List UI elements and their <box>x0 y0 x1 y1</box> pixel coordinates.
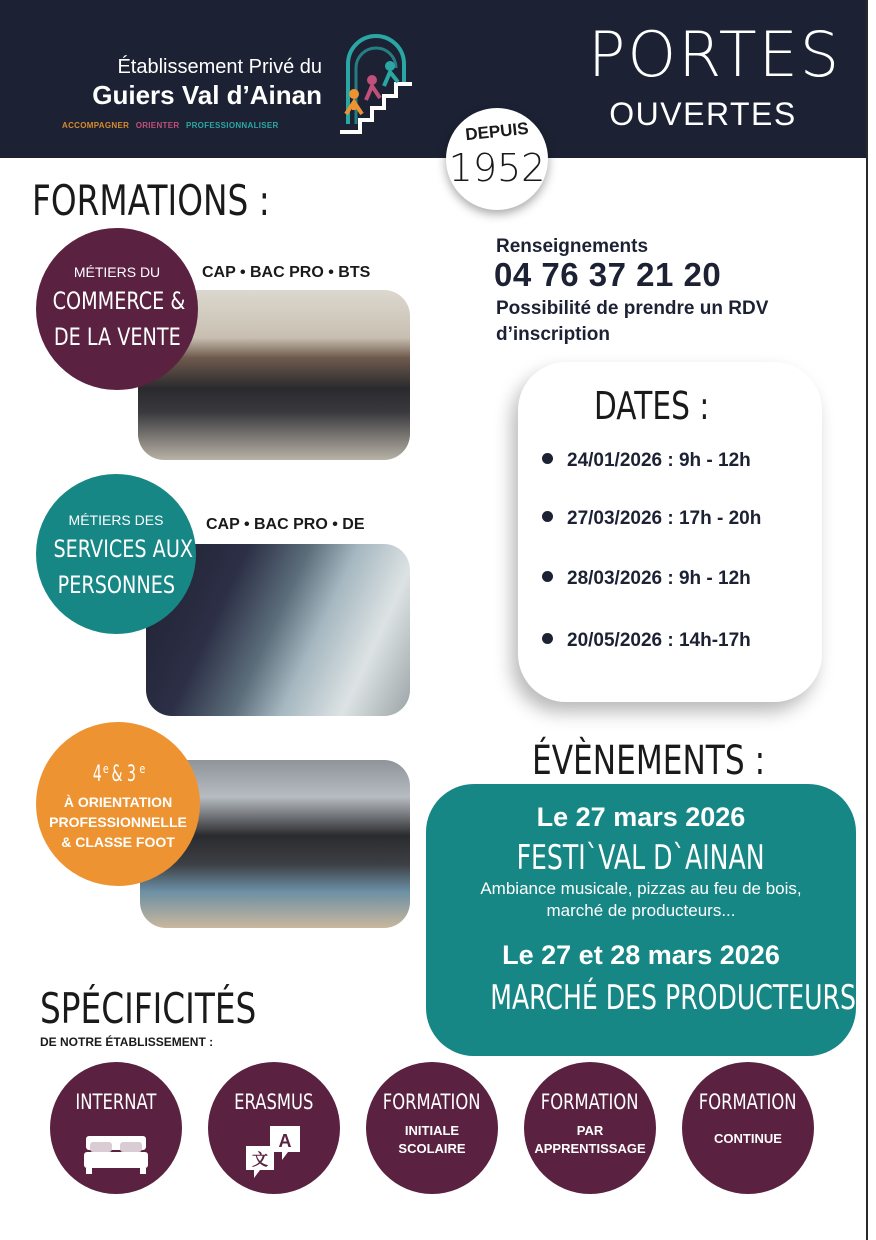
date-item: 28/03/2026 : 9h - 12h <box>542 568 751 590</box>
spec-formation-initiale: FORMATION INITIALE SCOLAIRE <box>366 1062 498 1194</box>
svg-text:文: 文 <box>251 1150 269 1169</box>
bullet-icon <box>542 571 553 582</box>
specificities-title: SPÉCIFICITÉS <box>40 984 257 1033</box>
since-badge <box>446 108 548 210</box>
portes-heading: PORTES <box>588 18 842 91</box>
spec-formation-initiale-label: FORMATION <box>383 1090 481 1114</box>
spec-formation-continue: FORMATION CONTINUE <box>682 1062 814 1194</box>
event1-name: FESTI`VAL D`AINAN <box>517 838 765 878</box>
svg-text:A: A <box>278 1131 292 1151</box>
ouvertes-heading: OUVERTES <box>609 96 797 132</box>
bullet-icon <box>542 453 553 464</box>
formation-commerce-badge <box>36 228 198 390</box>
since-year: 1952 <box>448 146 546 190</box>
formation-orientation-line2: À ORIENTATION <box>63 794 173 810</box>
spec-formation-apprentissage-label: FORMATION <box>541 1090 639 1114</box>
formations-title: FORMATIONS : <box>32 176 270 225</box>
bullet-icon <box>542 511 553 522</box>
page-edge <box>866 0 876 1240</box>
spec-internat <box>50 1062 182 1194</box>
dates-title: DATES : <box>594 384 710 428</box>
school-name-line1: Établissement Privé du <box>117 56 322 78</box>
translate-icon <box>244 1122 304 1180</box>
date-item: 24/01/2026 : 9h - 12h <box>542 450 751 472</box>
spec-internat-label: INTERNAT <box>75 1090 157 1114</box>
contact-rdv: Possibilité de prendre un RDV d’inscription <box>496 298 769 345</box>
formation-orientation-grades: 4e& 3 $^e$ <box>92 762 145 788</box>
diplomas-commerce: CAP • BAC PRO • BTS <box>202 264 371 281</box>
event2-name: MARCHÉ DES PRODUCTEURS <box>490 978 856 1018</box>
diplomas-services: CAP • BAC PRO • DE <box>206 516 365 533</box>
formation-commerce-line1: MÉTIERS DU <box>73 264 161 280</box>
formation-orientation-line3: PROFESSIONNELLE <box>49 814 187 830</box>
bullet-icon <box>542 633 553 644</box>
spec-erasmus <box>208 1062 340 1194</box>
bed-icon <box>82 1132 150 1176</box>
event1-date: Le 27 mars 2026 <box>536 802 746 832</box>
spec-erasmus-label: ERASMUS <box>234 1090 314 1114</box>
spec-formation-continue-label: FORMATION <box>699 1090 797 1114</box>
formation-services-line2: SERVICES AUX <box>53 535 194 563</box>
date-item: 20/05/2026 : 14h-17h <box>542 630 751 652</box>
formation-orientation-badge <box>36 722 200 886</box>
tagline <box>62 121 283 130</box>
since-label: DEPUIS <box>464 118 530 145</box>
school-name-line2: Guiers Val d’Ainan <box>92 80 322 110</box>
formation-orientation-line4: & CLASSE FOOT <box>61 834 175 850</box>
date-item: 27/03/2026 : 17h - 20h <box>542 508 761 530</box>
event2-date: Le 27 et 28 mars 2026 <box>502 940 780 970</box>
school-logo-icon <box>332 24 420 138</box>
tagline-professionnaliser: PROFESSIONNALISER <box>185 121 279 130</box>
formation-services-line1: MÉTIERS DES <box>68 512 164 528</box>
contact-phone: 04 76 37 21 20 <box>494 256 722 293</box>
event1-desc: Ambiance musicale, pizzas au feu de bois, marché de producteurs... <box>480 879 802 920</box>
tagline-accompagner: ACCOMPAGNER <box>62 121 130 130</box>
formation-commerce-line2: COMMERCE & <box>52 287 186 315</box>
formation-services-line3: PERSONNES <box>57 571 175 599</box>
formation-services-badge <box>36 474 196 634</box>
events-title: ÉVÈNEMENTS : <box>532 738 766 784</box>
formation-commerce-line3: DE LA VENTE <box>53 323 181 351</box>
spec-formation-apprentissage: FORMATION PAR APPRENTISSAGE <box>524 1062 656 1194</box>
contact-label: Renseignements <box>496 236 649 257</box>
specificities-subtitle: DE NOTRE ÉTABLISSEMENT : <box>40 1035 214 1049</box>
tagline-orienter: ORIENTER <box>135 121 180 130</box>
